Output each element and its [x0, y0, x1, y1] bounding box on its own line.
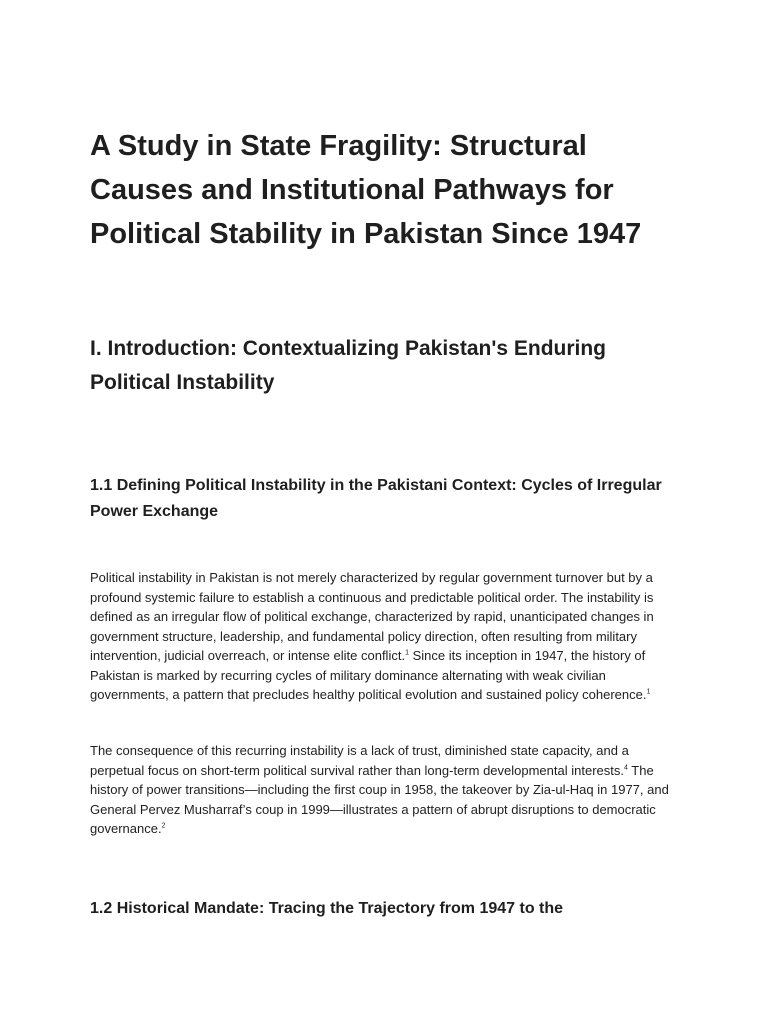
section-heading-introduction: I. Introduction: Contextualizing Pakistan's Enduring Political Instability	[90, 337, 607, 394]
subsection-heading-1-1: 1.1 Defining Political Instability in the Pakistani Context: Cycles of Irregular Power Exchange	[90, 477, 662, 520]
paragraph-1-text-b: Since its inception in 1947, the history of Pakistan is marked by recurring cycles of military dominance alternating with weak civilian governments, a pattern that precludes healthy political evolution and sustained policy coherence.	[90, 648, 647, 702]
footnote-ref[interactable]: 1	[646, 688, 651, 696]
document-title: A Study in State Fragility: Structural Causes and Institutional Pathways for Political Stability in Pakistan Since 1947	[90, 130, 642, 250]
paragraph-2-text-b: The history of power transitions—including the first coup in 1958, the takeover by Zia-ul-Haq in 1977, and General Pervez Musharraf’s coup in 1999—illustrates a pattern of abrupt disruptions to democratic governance.	[90, 762, 669, 836]
subsection-heading-1-2: 1.2 Historical Mandate: Tracing the Trajectory from 1947 to the	[90, 900, 564, 917]
footnote-ref[interactable]: 4	[623, 764, 628, 772]
footnote-ref[interactable]: 2	[161, 822, 166, 830]
paragraph-1	[90, 568, 682, 705]
paragraph-2-text-a: The consequence of this recurring instability is a lack of trust, diminished state capacity, and a perpetual focus on short-term political survival rather than long-term developmental interests.	[90, 743, 629, 778]
paragraph-1-text-a: Political instability in Pakistan is not merely characterized by regular government turnover but by a profound systemic failure to establish a continuous and predictable political order. The instability is defined as an irregular flow of political exchange, characterized by rapid, unanticipated changes in government structure, leadership, and fundamental policy direction, often resulting from military intervention, judicial overreach, or intense elite conflict.	[90, 570, 654, 663]
paragraph-2	[90, 741, 682, 839]
footnote-ref[interactable]: 1	[405, 649, 409, 657]
